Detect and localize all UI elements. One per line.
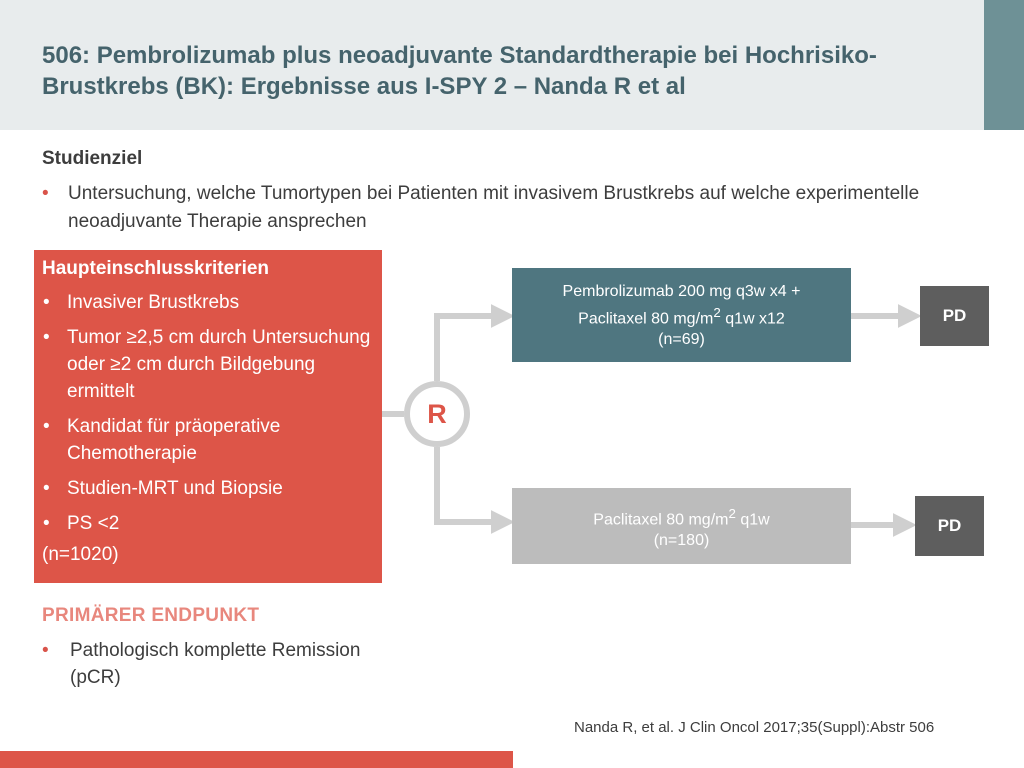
criteria-item-text: Studien-MRT und Biopsie xyxy=(67,478,283,499)
arm2-line-1-suffix: q1w xyxy=(735,511,770,529)
inclusion-criteria-heading: Haupteinschlusskriterien xyxy=(42,258,270,279)
arm1-line-1: Pembrolizumab 200 mg q3w x4 + xyxy=(562,283,801,300)
arm2-line-1 xyxy=(512,503,851,530)
criteria-item-text: Kandidat für präoperative Chemotherapie xyxy=(67,416,281,464)
slide-title-line-2: Brustkrebs (BK): Ergebnisse aus I-SPY 2 – Nanda R et al xyxy=(42,73,686,100)
bullet-icon: • xyxy=(43,513,50,534)
arm2-line-1-text: Paclitaxel 80 mg/m xyxy=(593,511,729,529)
study-aim-heading: Studienziel xyxy=(42,148,143,169)
arm1-line-2-suffix: q1w x12 xyxy=(720,310,785,328)
study-aim-text: Untersuchung, welche Tumortypen bei Patienten mit invasivem Brustkrebs auf welche experimentelle neoadjuvante Therapie ansprechen xyxy=(68,183,920,232)
treatment-arm-pembrolizumab xyxy=(512,268,851,362)
arm1-line-2-superscript: 2 xyxy=(713,305,721,320)
bullet-icon: • xyxy=(42,640,49,661)
randomization-label: R xyxy=(427,398,447,429)
bullet-icon: • xyxy=(43,327,50,348)
citation: Nanda R, et al. J Clin Oncol 2017;35(Suppl):Abstr 506 xyxy=(574,719,935,736)
slide-title-line-1: 506: Pembrolizumab plus neoadjuvante Standardtherapie bei Hochrisiko- xyxy=(42,42,877,69)
outcome-pd-arm1: PD xyxy=(920,286,989,346)
arm1-patient-count: (n=69) xyxy=(658,331,705,349)
connector-r-to-arm1 xyxy=(437,316,504,381)
arm1-line-2 xyxy=(512,302,851,329)
primary-endpoint-heading: PRIMÄRER ENDPUNKT xyxy=(42,605,260,626)
bullet-icon: • xyxy=(43,416,50,437)
footer-accent-bar xyxy=(0,751,513,768)
arm2-patient-count: (n=180) xyxy=(653,532,710,550)
bullet-icon: • xyxy=(43,292,50,313)
bullet-icon: • xyxy=(43,478,50,499)
connector-r-to-arm2 xyxy=(437,447,504,522)
arm2-line-1-superscript: 2 xyxy=(728,506,736,521)
randomization-node xyxy=(404,381,470,447)
arm1-line-2-text: Paclitaxel 80 mg/m xyxy=(578,310,714,328)
criteria-patient-count: (n=1020) xyxy=(42,544,119,565)
primary-endpoint-text: Pathologisch komplette Remission (pCR) xyxy=(70,640,361,688)
treatment-arm-paclitaxel xyxy=(512,488,851,564)
criteria-item-text: Tumor ≥2,5 cm durch Untersuchung oder ≥2 cm durch Bildgebung ermittelt xyxy=(67,327,371,402)
criteria-item-text: PS <2 xyxy=(67,513,120,534)
bullet-icon: • xyxy=(42,183,49,204)
outcome-pd-arm2: PD xyxy=(915,496,984,556)
criteria-item-text: Invasiver Brustkrebs xyxy=(67,292,240,313)
